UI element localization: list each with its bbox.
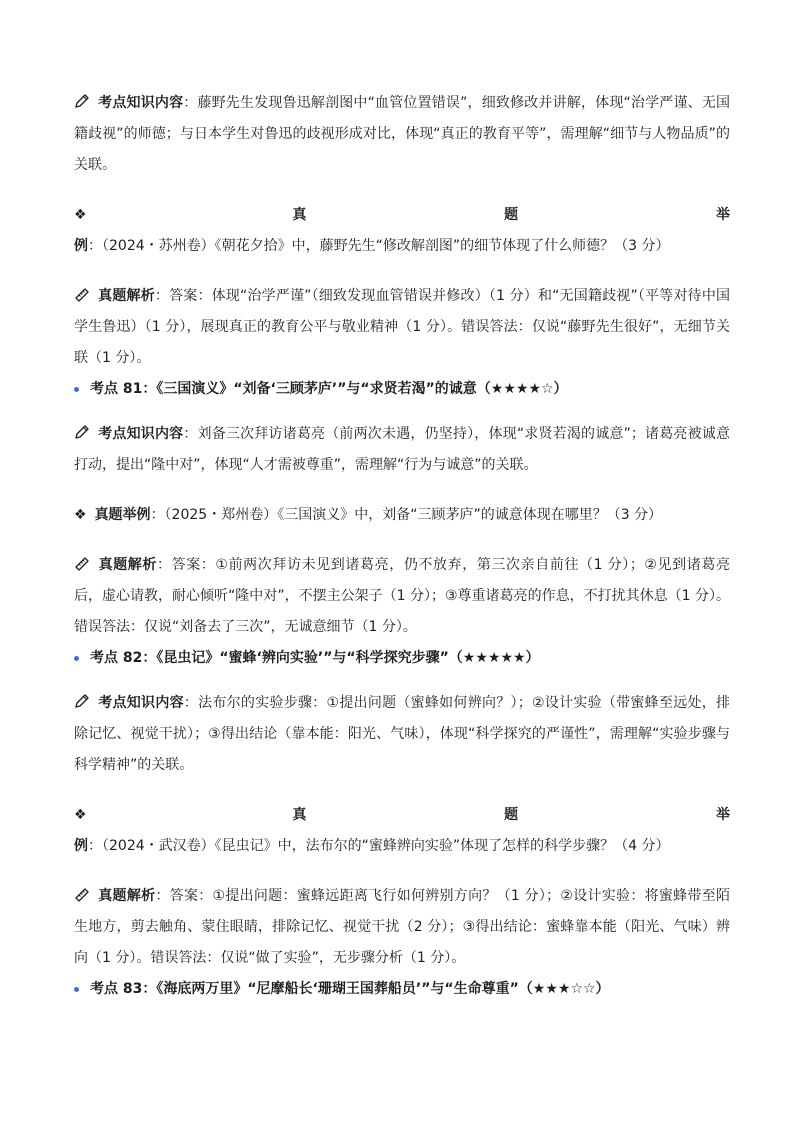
analysis-label: 真题解析 [98,557,158,573]
diamond-icon: ❖ [74,807,87,823]
ruler-pencil-icon [74,886,90,902]
pencil-icon [74,93,90,109]
example-label: 真题举例 [74,807,730,854]
example-label: 真题举例 [74,207,730,254]
analysis-label: 真题解析 [98,288,155,304]
analysis-block [74,881,730,974]
bullet-dot [74,987,79,992]
knowledge-text: ：法布尔的实验步骤：①提出问题（蜜蜂如何辨向？）；②设计实验（带蜜蜂至远处，排除记忆、视觉干扰）；③得出结论（靠本能：阳光、气味），体现“科学探究的严谨性”，需理解“实验步骤与科学精神”的关联。 [74,695,730,773]
knowledge-label: 考点知识内容 [98,695,184,711]
pencil-icon [74,693,90,709]
ruler-pencil-icon [74,555,90,571]
ruler-pencil-icon [74,286,90,302]
heading-text: 考点 83：《海底两万里》“尼摩船长‘珊瑚王国葬船员’”与“生命尊重”（★★★☆☆） [90,981,610,997]
knowledge-block [74,419,730,481]
example-text: ：（2024・苏州卷）《朝花夕拾》中，藤野先生“修改解剖图”的细节体现了什么师德？（3 分） [88,238,670,254]
analysis-block [74,550,730,643]
knowledge-block [74,688,730,781]
analysis-block [74,281,730,374]
analysis-text: ：答案：①前两次拜访未见到诸葛亮，仍不放弃，第三次亲自前往（1 分）；②见到诸葛亮后，虚心请教，耐心倾听“隆中对”，不摆主公架子（1 分）；③尊重诸葛亮的作息，不打扰其休息（1 分）。错误答法：仅说“刘备去了三次”，无诚意细节（1 分）。 [74,557,730,635]
knowledge-label: 考点知识内容 [98,426,184,442]
example-text: ：（2025・郑州卷）《三国演义》中，刘备“三顾茅庐”的诚意体现在哪里？（3 分） [150,507,663,523]
knowledge-label: 考点知识内容 [98,95,184,111]
analysis-text: ：答案：体现“治学严谨”（细致发现血管错误并修改）（1 分）和“无国籍歧视”（平等对待中国学生鲁迅）（1 分），展现真正的教育公平与敬业精神（1 分）。错误答法：仅说“藤野先生很好”，无细节关联（1 分）。 [74,288,730,366]
section-heading [74,974,730,1004]
example-label: 真题举例 [94,507,151,523]
section-heading [74,643,730,673]
diamond-icon: ❖ [74,507,87,523]
knowledge-block [74,88,730,181]
heading-text: 考点 81：《三国演义》“刘备‘三顾茅庐’”与“求贤若渴”的诚意（★★★★☆） [90,381,568,397]
analysis-text: ：答案：①提出问题：蜜蜂远距离飞行如何辨别方向？（1 分）；②设计实验：将蜜蜂带至陌生地方，剪去触角、蒙住眼睛，排除记忆、视觉干扰（2 分）；③得出结论：蜜蜂靠本能（阳光、气味）辨向（1 分）。错误答法：仅说“做了实验”，无步骤分析（1 分）。 [74,888,731,966]
section-heading [74,374,730,404]
example-block [74,800,730,862]
knowledge-text: ：藤野先生发现鲁迅解剖图中“血管位置错误”，细致修改并讲解，体现“治学严谨、无国籍歧视”的师德；与日本学生对鲁迅的歧视形成对比，体现“真正的教育平等”，需理解“细节与人物品质”的关联。 [74,95,731,173]
example-block [74,500,730,531]
analysis-label: 真题解析 [98,888,156,904]
example-text: ：（2024・武汉卷）《昆虫记》中，法布尔的“蜜蜂辨向实验”体现了怎样的科学步骤？（4 分） [88,838,670,854]
example-block [74,200,730,262]
diamond-icon: ❖ [74,207,87,223]
heading-text: 考点 82：《昆虫记》“蜜蜂‘辨向实验’”与“科学探究步骤”（★★★★★） [90,650,540,666]
document-page [74,88,730,1004]
pencil-icon [74,424,90,440]
bullet-dot [74,656,79,661]
knowledge-text: ：刘备三次拜访诸葛亮（前两次未遇，仍坚持），体现“求贤若渴的诚意”；诸葛亮被诚意打动，提出“隆中对”，体现“人才需被尊重”，需理解“行为与诚意”的关联。 [74,426,730,473]
bullet-dot [74,387,79,392]
